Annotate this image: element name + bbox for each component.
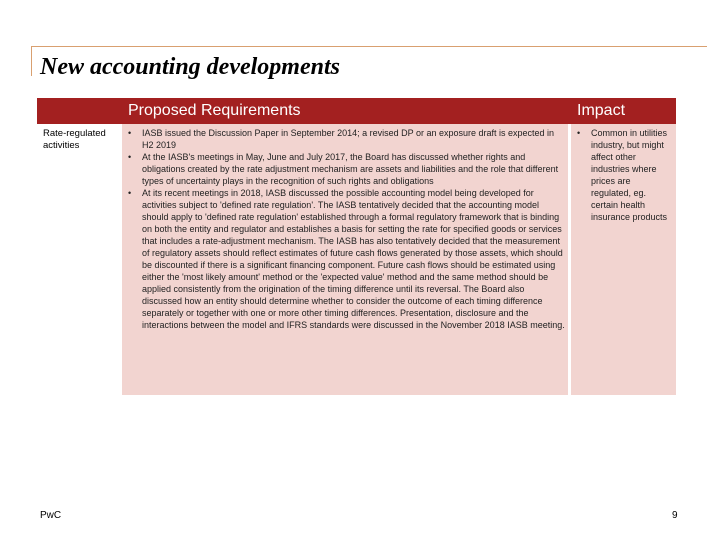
- header-proposed-requirements: Proposed Requirements: [128, 102, 301, 119]
- column-separator: [568, 124, 571, 395]
- bullet-icon: •: [128, 188, 132, 198]
- header-impact: Impact: [577, 102, 626, 119]
- title-rule-horizontal: [31, 46, 707, 47]
- row-label-rate-regulated: Rate-regulated activities: [43, 128, 106, 151]
- requirement-text: At the IASB's meetings in May, June and July 2017, the Board has discussed whether rights and obligations created by the rate adjustment mechanism are assets and liabilities and the role that different types of uncertainty plays in the recognition of such rights and obligations: [142, 152, 559, 186]
- requirement-text: IASB issued the Discussion Paper in September 2014; a revised DP or an exposure draft is expected in H2 2019: [142, 128, 555, 150]
- bullet-icon: •: [128, 128, 132, 138]
- list-item: [128, 151, 566, 187]
- bullet-icon: •: [577, 128, 581, 138]
- list-item: [128, 187, 566, 331]
- page-number: 9: [672, 510, 678, 521]
- footer-brand: PwC: [40, 510, 62, 521]
- requirement-text: At its recent meetings in 2018, IASB discussed the possible accounting model being developed for activities subject to 'defined rate regulation'. The IASB tentatively decided that the accounting model should apply to 'defined rate regulation' established through a formal regulatory framework that is binding on both the entity and regulator and establishes a basis for setting the rate for specified goods or services that includes a rate-adjustment mechanism. The IASB has also tentatively decided that the measurement of regulatory assets should reflect estimates of future cash flows generated by those assets, which should be discounted if there is a significant financing component. Future cash flows should be estimated using either the 'most likely amount' method or the 'expected value' method and the same method should be applied consistently from the origination of the timing difference until its reversal. The Board also discussed how an entity should determine whether to consider the outcome of each timing difference separately or together with one or more other timing differences. Presentation, disclosure and the interactions between the model and IFRS standards were discussed in the November 2018 IASB meeting.: [142, 188, 565, 330]
- list-item: [577, 127, 672, 223]
- bullet-icon: •: [128, 152, 132, 162]
- impact-text: Common in utilities industry, but might affect other industries where prices are regulated, eg. certain health insurance products: [591, 128, 668, 222]
- title-rule-vertical: [31, 46, 32, 76]
- impact-list: [577, 127, 672, 223]
- list-item: [128, 127, 566, 151]
- requirements-list: [128, 127, 566, 331]
- slide-title: New accounting developments: [40, 54, 340, 80]
